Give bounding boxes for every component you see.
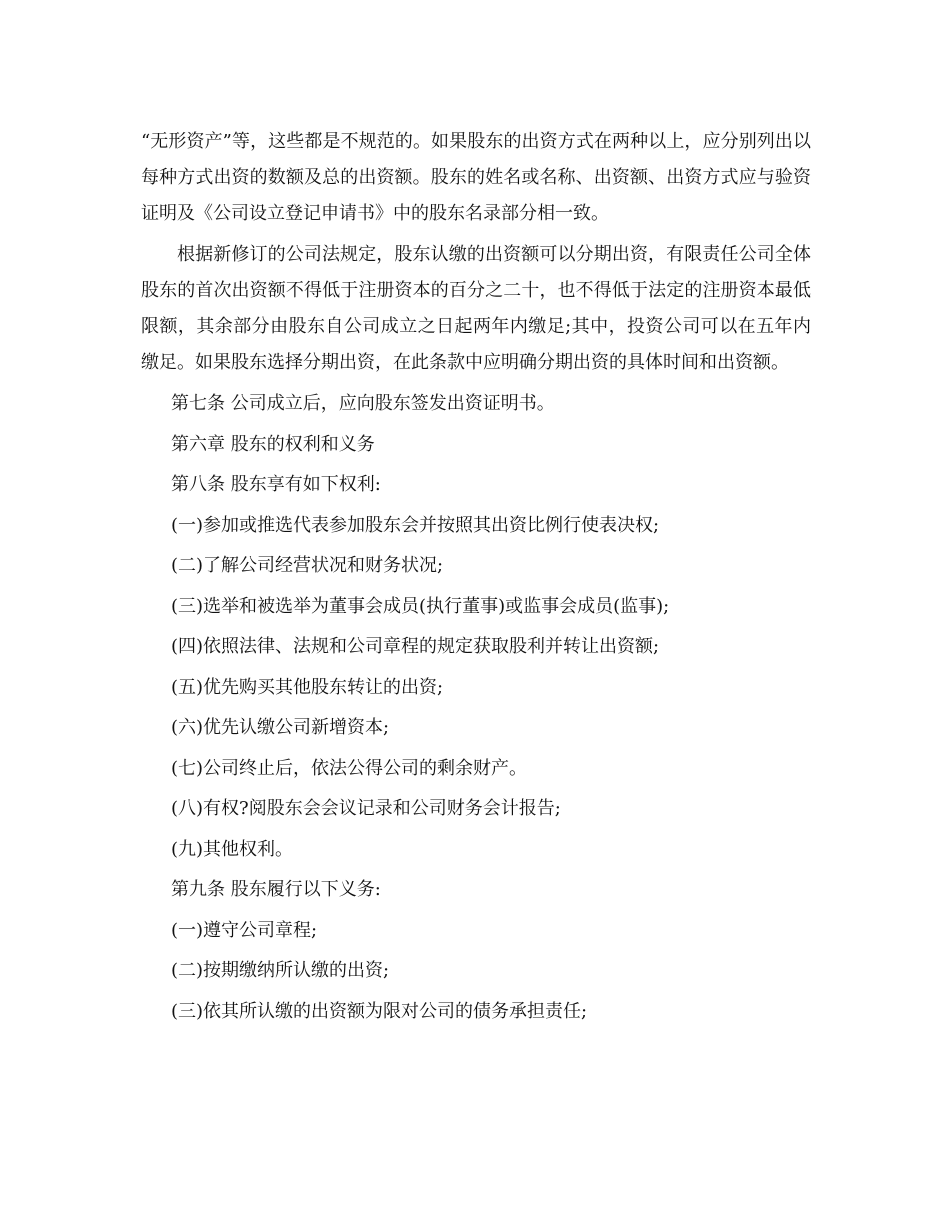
obligation-item-3: (三)依其所认缴的出资额为限对公司的债务承担责任; [171, 1000, 588, 1022]
article-7: 第七条 公司成立后，应向股东签发出资证明书。 [171, 393, 555, 414]
right-item-8: (八)有权?阅股东会会议记录和公司财务会计报告; [171, 798, 561, 819]
right-item-2: (二)了解公司经营状况和财务状况; [171, 555, 444, 576]
article-8: 第八条 股东享有如下权利: [171, 474, 381, 495]
right-item-9: (九)其他权利。 [171, 838, 294, 860]
paragraph-installment-contribution: 根据新修订的公司法规定，股东认缴的出资额可以分期出资，有限责任公司全体股东的首次出资额不得低于注册资本的百分之二十，也不得低于法定的注册资本最低限额，其余部分由股东自公司成立之日起两年内缴足;其中，投资公司可以在五年内缴足。如果股东选择分期出资，在此条款中应明确分期出资的具体时间和出资额。 [141, 244, 811, 373]
document-body [141, 124, 811, 1034]
right-item-3: (三)选举和被选举为董事会成员(执行董事)或监事会成员(监事); [171, 595, 670, 617]
right-item-4: (四)依照法律、法规和公司章程的规定获取股利并转让出资额; [171, 636, 660, 657]
right-item-5: (五)优先购买其他股东转让的出资; [171, 676, 444, 698]
obligation-item-2: (二)按期缴纳所认缴的出资; [171, 960, 390, 981]
right-item-1: (一)参加或推选代表参加股东会并按照其出资比例行使表决权; [171, 514, 660, 536]
article-9: 第九条 股东履行以下义务: [171, 879, 381, 900]
right-item-7: (七)公司终止后，依法公得公司的剩余财产。 [171, 757, 528, 779]
chapter-6-heading: 第六章 股东的权利和义务 [171, 433, 375, 455]
obligation-item-1: (一)遵守公司章程; [171, 919, 318, 941]
right-item-6: (六)优先认缴公司新增资本; [171, 717, 390, 738]
paragraph-capital-contribution-notes: “无形资产”等，这些都是不规范的。如果股东的出资方式在两种以上，应分别列出以每种方式出资的数额及总的出资额。股东的姓名或名称、出资额、出资方式应与验资证明及《公司设立登记申请书》中的股东名录部分相一致。 [141, 131, 811, 224]
